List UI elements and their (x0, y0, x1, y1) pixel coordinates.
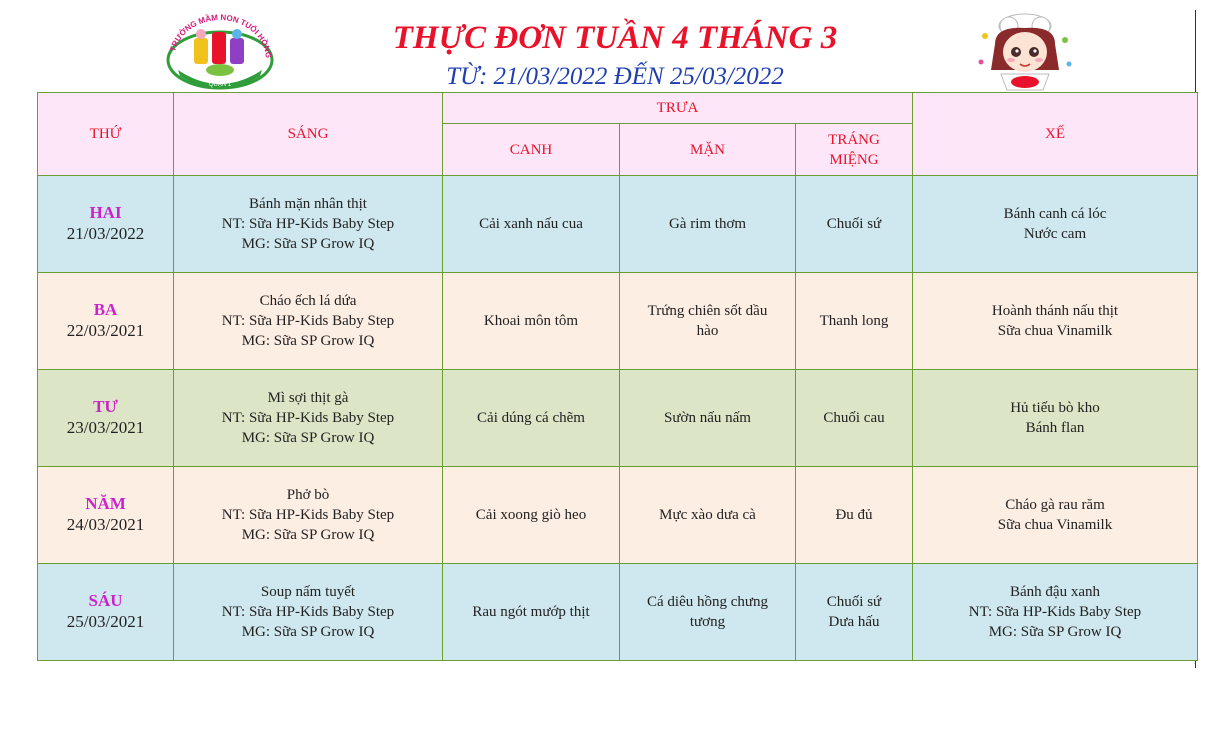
day-cell: NĂM 24/03/2021 (38, 467, 174, 564)
breakfast-cell: Cháo ếch lá dứa NT: Sữa HP-Kids Baby Step MG: Sữa SP Grow IQ (174, 273, 443, 370)
dessert-cell: Chuối sứ Dưa hấu (796, 564, 913, 661)
day-cell: SÁU 25/03/2021 (38, 564, 174, 661)
svg-text:TRƯỜNG MẦM NON TUỔI HỒNG: TRƯỜNG MẦM NON TUỔI HỒNG (168, 12, 274, 59)
svg-text:QUẬN 1: QUẬN 1 (208, 82, 232, 88)
breakfast-cell: Mì sợi thịt gà NT: Sữa HP-Kids Baby Step MG: Sữa SP Grow IQ (174, 370, 443, 467)
soup-cell: Khoai môn tôm (443, 273, 620, 370)
table-row (38, 273, 1198, 370)
dessert-cell: Thanh long (796, 273, 913, 370)
breakfast-cell: Phở bò NT: Sữa HP-Kids Baby Step MG: Sữa SP Grow IQ (174, 467, 443, 564)
day-cell: BA 22/03/2021 (38, 273, 174, 370)
header-thu: THỨ (38, 93, 174, 176)
menu-title: THỰC ĐƠN TUẦN 4 THÁNG 3 (392, 20, 838, 56)
day-cell: HAI 21/03/2022 (38, 176, 174, 273)
table-row (38, 370, 1198, 467)
day-cell: TƯ 23/03/2021 (38, 370, 174, 467)
main-dish-cell: Mực xào dưa cà (620, 467, 796, 564)
header-trua: TRƯA (443, 93, 913, 124)
header-canh: CANH (443, 124, 620, 176)
breakfast-cell: Soup nấm tuyết NT: Sữa HP-Kids Baby Step MG: Sữa SP Grow IQ (174, 564, 443, 661)
dessert-cell: Chuối sứ (796, 176, 913, 273)
soup-cell: Cải xoong giò heo (443, 467, 620, 564)
soup-cell: Cải dúng cá chẽm (443, 370, 620, 467)
snack-cell: Cháo gà rau răm Sữa chua Vinamilk (913, 467, 1198, 564)
header-sang: SÁNG (174, 93, 443, 176)
soup-cell: Cải xanh nấu cua (443, 176, 620, 273)
snack-cell: Bánh canh cá lóc Nước cam (913, 176, 1198, 273)
dessert-cell: Chuối cau (796, 370, 913, 467)
soup-cell: Rau ngót mướp thịt (443, 564, 620, 661)
table-row (38, 564, 1198, 661)
main-dish-cell: Sườn nấu nấm (620, 370, 796, 467)
weekly-menu-table (37, 92, 1198, 661)
header-man: MẶN (620, 124, 796, 176)
snack-cell: Hoành thánh nấu thịt Sữa chua Vinamilk (913, 273, 1198, 370)
snack-cell: Hủ tiếu bò kho Bánh flan (913, 370, 1198, 467)
main-dish-cell: Cá diêu hồng chưng tương (620, 564, 796, 661)
header-trang-mieng: TRÁNG MIỆNG (796, 124, 913, 176)
date-range: TỪ: 21/03/2022 ĐẾN 25/03/2022 (446, 63, 784, 90)
main-dish-cell: Trứng chiên sốt dầu hào (620, 273, 796, 370)
header-xe: XẾ (913, 93, 1198, 176)
dessert-cell: Đu đủ (796, 467, 913, 564)
table-row (38, 467, 1198, 564)
snack-cell: Bánh đậu xanh NT: Sữa HP-Kids Baby Step MG: Sữa SP Grow IQ (913, 564, 1198, 661)
breakfast-cell: Bánh mặn nhân thịt NT: Sữa HP-Kids Baby Step MG: Sữa SP Grow IQ (174, 176, 443, 273)
main-dish-cell: Gà rim thơm (620, 176, 796, 273)
table-row (38, 176, 1198, 273)
